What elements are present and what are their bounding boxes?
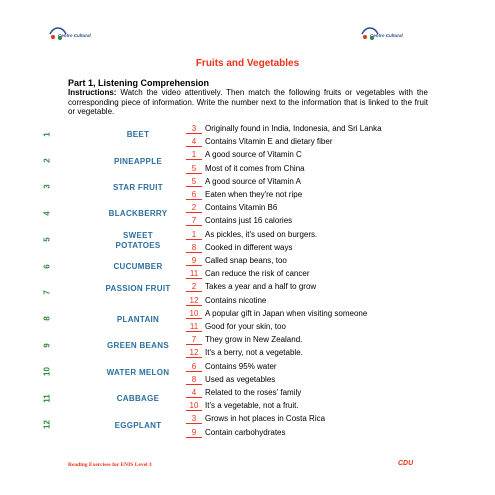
answer-blank[interactable]: 10 [186, 309, 202, 319]
answer-blank[interactable]: 3 [186, 414, 202, 424]
answer-blank[interactable]: 11 [186, 269, 202, 279]
logo-left [48, 24, 102, 44]
fact-row [186, 216, 292, 228]
fact-text: Good for your skin, too [205, 322, 286, 331]
fact-row [186, 375, 275, 387]
item-name: GREEN BEANS [107, 341, 169, 351]
fact-text: Eaten when they're not ripe [205, 190, 303, 199]
answer-blank[interactable]: 10 [186, 401, 202, 411]
item-name: EGGPLANT [114, 420, 162, 430]
fact-row [186, 335, 302, 347]
fact-row [186, 137, 332, 149]
fact-row [186, 296, 266, 308]
item-name: CUCUMBER [113, 262, 163, 272]
logo-right [360, 24, 414, 44]
item-number: 6 [42, 263, 52, 269]
fact-text: Contain carbohydrates [205, 427, 286, 437]
answer-blank[interactable]: 1 [186, 150, 202, 160]
fact-row [186, 428, 286, 440]
fact-text: It's a vegetable, not a fruit. [205, 401, 299, 411]
instructions [68, 88, 428, 117]
fact-row [186, 164, 305, 176]
fact-text: They grow in New Zealand. [205, 335, 303, 345]
instructions-text: Watch the video attentively. Then match the following fruits or vegetables with the corresponding piece of information. Write the number next to the information that is linked to the fruit or vegetable. [68, 88, 428, 116]
fact-row [186, 243, 292, 255]
item-name: BLACKBERRY [108, 209, 168, 219]
fact-text: Most of it comes from China [205, 163, 305, 173]
fact-row [186, 388, 301, 400]
fact-text: A good source of Vitamin A [205, 176, 301, 186]
item-name: STAR FRUIT [113, 182, 163, 192]
answer-blank[interactable]: 4 [186, 388, 202, 398]
fact-row [186, 309, 367, 321]
footer-logo: CDU [398, 460, 414, 467]
fact-row [186, 190, 302, 202]
fact-text: Contains Vitamin B6 [205, 203, 278, 213]
answer-blank[interactable]: 5 [186, 177, 202, 187]
fact-text: Contains just 16 calories [205, 216, 293, 226]
answer-blank[interactable]: 5 [186, 164, 202, 174]
item-name: SWEET POTATOES [115, 231, 161, 250]
fact-row [186, 362, 277, 374]
fact-text: Contains nicotine [205, 295, 267, 305]
fact-text: Can reduce the risk of cancer [205, 269, 310, 279]
fact-row [186, 150, 302, 162]
fact-row [186, 414, 325, 426]
page-title: Fruits and Vegetables [195, 58, 300, 69]
answer-blank[interactable]: 2 [186, 282, 202, 292]
answer-blank[interactable]: 7 [186, 216, 202, 226]
answer-blank[interactable]: 4 [186, 137, 202, 147]
item-number: 10 [42, 367, 52, 377]
item-name: PINEAPPLE [113, 156, 163, 166]
answer-blank[interactable]: 11 [186, 322, 202, 332]
item-number: 11 [42, 393, 52, 403]
fact-text: Grows in hot places in Costa Rica [205, 414, 326, 424]
fact-text: Takes a year and a half to grow [205, 282, 317, 292]
answer-blank[interactable]: 6 [186, 362, 202, 372]
item-number: 8 [42, 316, 52, 322]
item-name: CABBAGE [116, 394, 160, 404]
answer-blank[interactable]: 3 [186, 124, 202, 134]
fact-text: Cooked in different ways [205, 242, 293, 252]
fact-row [186, 269, 310, 281]
item-number: 5 [42, 237, 52, 242]
fact-row [186, 322, 286, 334]
item-name: BEET [126, 130, 150, 140]
answer-blank[interactable]: 7 [186, 335, 202, 345]
item-number: 12 [42, 420, 52, 429]
section-heading: Part 1, Listening Comprehension [68, 78, 210, 88]
fact-text: Related to the roses' family [205, 388, 302, 397]
fact-text: Used as vegetables [205, 374, 276, 384]
fact-text: A good source of Vitamin C [205, 150, 302, 160]
fact-row [186, 282, 316, 294]
answer-blank[interactable]: 8 [186, 243, 202, 253]
item-number: 2 [42, 158, 52, 163]
logo-text: Centro Cultural [58, 33, 91, 38]
footer-left: Reading Exercises for ENIS Level 3 [68, 462, 152, 468]
fact-row [186, 177, 301, 189]
item-name: PLANTAIN [116, 314, 160, 324]
logo-text: Centro Cultural [370, 33, 403, 38]
fact-text: Originally found in India, Indonesia, and Sri Lanka [205, 124, 382, 133]
fact-text: A popular gift in Japan when visiting someone [205, 308, 368, 318]
answer-blank[interactable]: 2 [186, 203, 202, 213]
fact-text: Contains 95% water [205, 361, 277, 371]
answer-blank[interactable]: 9 [186, 256, 202, 266]
answer-blank[interactable]: 1 [186, 230, 202, 240]
fact-row [186, 256, 287, 268]
fact-row [186, 203, 277, 215]
item-number: 3 [42, 184, 52, 190]
instructions-label: Instructions: [68, 88, 117, 97]
fact-row [186, 348, 303, 360]
answer-blank[interactable]: 12 [186, 348, 202, 358]
item-number: 9 [42, 343, 52, 348]
item-name: WATER MELON [106, 367, 170, 377]
fact-text: It's a berry, not a vegetable. [205, 348, 303, 358]
item-name: PASSION FRUIT [105, 284, 171, 293]
fact-row [186, 124, 382, 136]
answer-blank[interactable]: 6 [186, 190, 202, 200]
answer-blank[interactable]: 9 [186, 428, 202, 438]
fact-row [186, 230, 317, 242]
answer-blank[interactable]: 12 [186, 296, 202, 306]
item-number: 1 [42, 131, 52, 137]
item-number: 7 [42, 290, 52, 295]
item-number: 4 [42, 211, 52, 216]
fact-row [186, 401, 299, 413]
fact-text: Contains Vitamin E and dietary fiber [205, 137, 333, 147]
fact-text: Called snap beans, too [205, 256, 287, 265]
fact-text: As pickles, it's used on burgers. [205, 229, 318, 239]
answer-blank[interactable]: 8 [186, 375, 202, 385]
